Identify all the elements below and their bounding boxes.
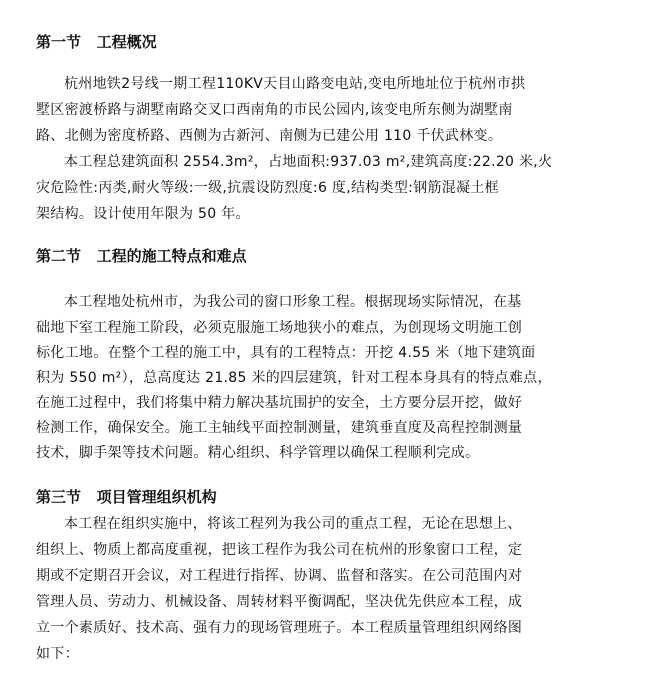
section-1-paragraph-2-line-1: 本工程总建筑面积 2554.3m²，占地面积:937.03 m²,建筑高度:22.20 米,火: [64, 154, 553, 170]
section-1-paragraph-2-line-2: 灾危险性:丙类,耐火等级:一级,抗震设防烈度:6 度,结构类型:钢筋混凝土框: [36, 180, 499, 196]
section-2-paragraph-line-4: 积为 550 m²），总高度达 21.85 米的四层建筑，针对工程本身具有的特点难点，: [36, 370, 552, 386]
section-3-paragraph-line-2: 组织上、物质上都高度重视，把该工程作为我公司在杭州的形象窗口工程，定: [36, 542, 523, 558]
section-2-paragraph-line-6: 检测工作，确保安全。施工主轴线平面控制测量，建筑垂直度及高程控制测量: [36, 420, 523, 436]
section-1-paragraph-1-line-1: 杭州地铁2号线一期工程110KV天目山路变电站,变电所地址位于杭州市拱: [64, 76, 526, 92]
section-1-paragraph-2-line-3: 架结构。设计使用年限为 50 年。: [36, 206, 250, 222]
section-3-paragraph-line-1: 本工程在组织实施中，将该工程列为我公司的重点工程，无论在思想上、: [64, 516, 522, 532]
section-3-paragraph-line-3: 期或不定期召开会议，对工程进行指挥、协调、监督和落实。在公司范围内对: [36, 568, 523, 584]
section-2-paragraph-line-3: 标化工地。在整个工程的施工中，具有的工程特点：开挖 4.55 米（地下建筑面: [36, 345, 536, 361]
section-2-paragraph-line-5: 在施工过程中，我们将集中精力解决基坑围护的安全，土方要分层开挖，做好: [36, 395, 523, 411]
section-2-paragraph-line-1: 本工程地处杭州市，为我公司的窗口形象工程。根据现场实际情况，在基: [64, 294, 522, 310]
section-2-paragraph-line-2: 础地下室工程施工阶段，必须克服施工场地狭小的难点，为创现场文明施工创: [36, 320, 523, 336]
section-2-paragraph-line-7: 技术，脚手架等技术问题。精心组织、科学管理以确保工程顺利完成。: [36, 445, 480, 461]
section-3-paragraph-line-5: 立一个素质好、技术高、强有力的现场管理班子。本工程质量管理组织网络图: [36, 620, 523, 636]
section-1-paragraph-1-line-2: 墅区密渡桥路与湖墅南路交叉口西南角的市民公园内,该变电所东侧为湖墅南: [36, 102, 513, 118]
section-3-paragraph-line-4: 管理人员、劳动力、机械设备、周转材料平衡调配，坚决优先供应本工程，成: [36, 594, 523, 610]
section-2-heading: 第二节 工程的施工特点和难点: [36, 247, 247, 265]
section-3-paragraph-line-6: 如下：: [36, 646, 79, 662]
section-1-heading: 第一节 工程概况: [36, 33, 157, 51]
section-1-paragraph-1-line-3: 路、北侧为密度桥路、西侧为古新河、南侧为已建公用 110 千伏武林变。: [36, 128, 503, 144]
section-3-heading: 第三节 项目管理组织机构: [36, 488, 217, 506]
